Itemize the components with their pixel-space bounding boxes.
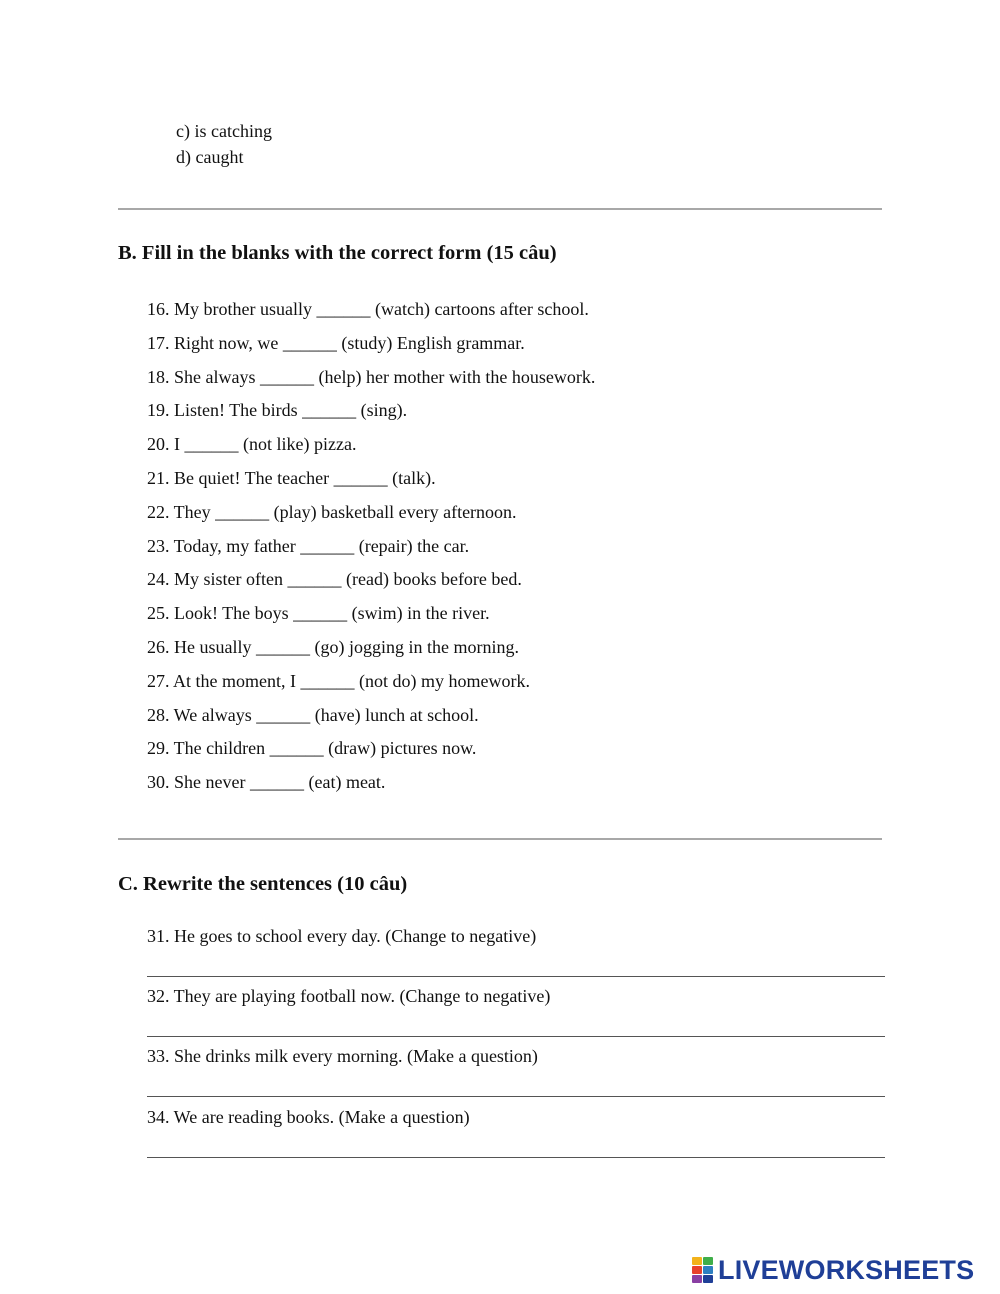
section-b-title: B. Fill in the blanks with the correct form (15 câu) [118,242,557,264]
answer-option-d[interactable]: d) caught [176,147,244,167]
list-item: 30. She never ______ (eat) meat. [147,772,386,793]
section-divider [118,208,882,210]
list-item: 26. He usually ______ (go) jogging in the morning. [147,636,519,657]
list-item: 21. Be quiet! The teacher ______ (talk). [147,467,436,488]
rewrite-item [147,1106,885,1128]
rewrite-item [147,925,885,947]
section-divider [118,838,882,840]
rewrite-question: 33. She drinks milk every morning. (Make a question) [147,1046,538,1066]
list-item: 17. Right now, we ______ (study) English grammar. [147,332,525,353]
liveworksheets-logo[interactable] [692,1255,974,1285]
list-item: 24. My sister often ______ (read) books before bed. [147,569,522,590]
answer-line[interactable] [147,1096,885,1097]
list-item: 16. My brother usually ______ (watch) cartoons after school. [147,299,589,319]
rewrite-item [147,985,885,1007]
list-item: 20. I ______ (not like) pizza. [147,434,357,455]
list-item: 18. She always ______ (help) her mother with the housework. [147,366,596,387]
list-item: 22. They ______ (play) basketball every afternoon. [147,501,517,522]
rewrite-item [147,1045,885,1067]
rewrite-question: 31. He goes to school every day. (Change to negative) [147,926,537,946]
answer-line[interactable] [147,976,885,977]
rewrite-question: 34. We are reading books. (Make a question) [147,1107,470,1127]
list-item: 27. At the moment, I ______ (not do) my homework. [147,670,530,691]
list-item: 29. The children ______ (draw) pictures now. [147,738,477,759]
list-item: 28. We always ______ (have) lunch at school. [147,704,479,725]
logo-text: LIVEWORKSHEETS [718,1254,975,1285]
rewrite-question: 32. They are playing football now. (Change to negative) [147,986,551,1006]
liveworksheets-logo-icon [692,1257,714,1283]
section-c-title: C. Rewrite the sentences (10 câu) [118,873,408,895]
answer-line[interactable] [147,1036,885,1037]
list-item: 19. Listen! The birds ______ (sing). [147,400,408,421]
answer-options [176,118,272,170]
answer-option-c[interactable]: c) is catching [176,121,272,141]
answer-line[interactable] [147,1157,885,1158]
list-item: 25. Look! The boys ______ (swim) in the river. [147,603,490,624]
list-item: 23. Today, my father ______ (repair) the car. [147,535,470,556]
fill-in-list [147,293,595,800]
